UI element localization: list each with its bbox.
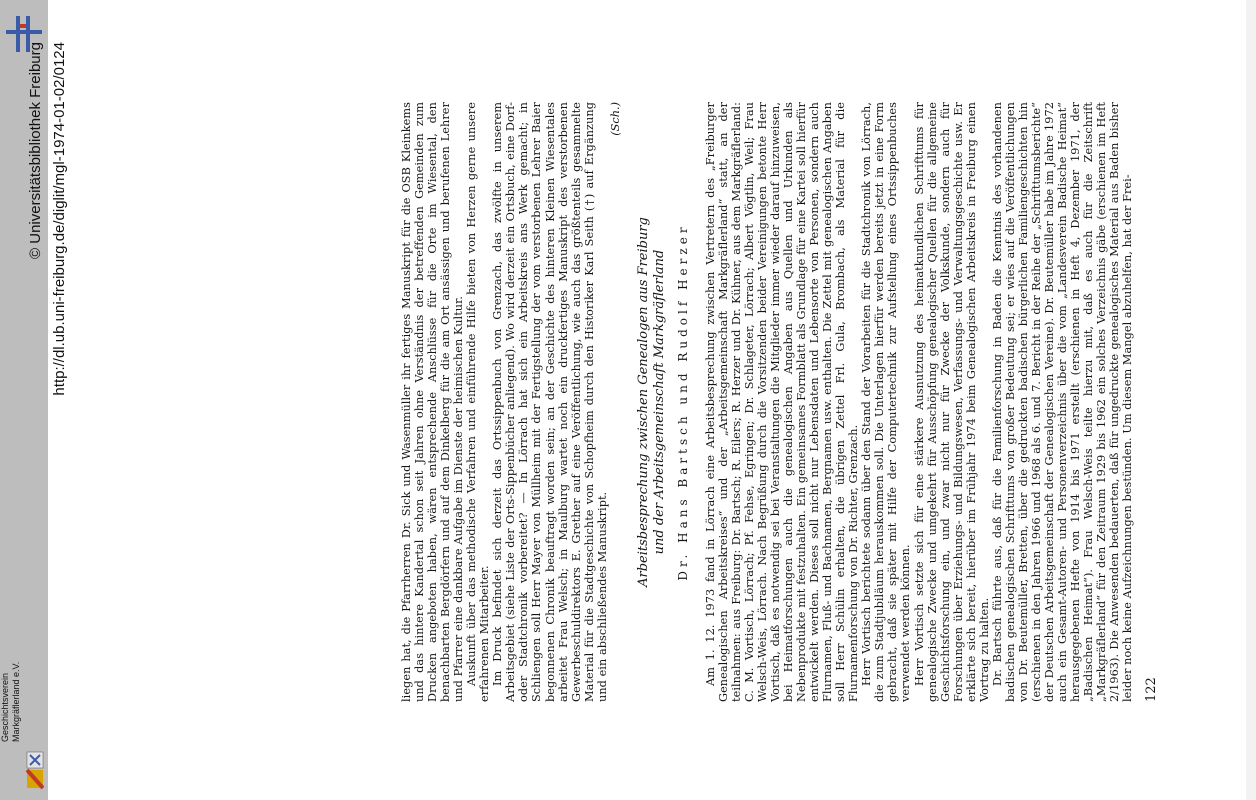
document-url[interactable]: http://dl.ub.uni-freiburg.de/diglit/mgl-1974-01-02/0124 (51, 42, 68, 396)
paragraph: Herr Vortisch berichtete sodann über den Stand der Vorarbeiten für die Stadtchronik von Lörrach, die zum Stadtjubiläum herauskommen soll. Die Unterlagen hierfür werden bereits jetzt in eine Form gebracht, daß sie später mit Hilfe der Computertechnik zur Aufstellung eines Ortssippenbuches verwendet werden können. (860, 102, 913, 702)
society-label: Geschichtsverein Markgräflerland e.V. (0, 661, 21, 742)
paragraph: liegen hat, die Pfarrherren Dr. Sick und Wasenmüller ihr fertiges Manuskript für die OSB Kleinkems und das hintere Kandertal schon seit Jahren ohne Verständnis der betreffenden Gemeinden zum Drucken angeboten haben, wären entsprechende Anschlüsse für die Orte im Wiesental, den benachbarten Bergdörfern und auf dem Dinkelberg für die am Ort ansässigen und berufenen Lehrer und Pfarrer eine dankbare Aufgabe im Dienste der heimischen Kultur. (400, 102, 466, 702)
page-content (400, 102, 1159, 702)
article-title-line: Arbeitsbesprechung zwischen Genealogen aus Freiburg (635, 217, 651, 587)
paragraph: Am 1. 12. 1973 fand in Lörrach eine Arbeitsbesprechung zwischen Vertretern des „Freiburger Genealogischen Arbeitskreises“ und der „Arbeitsgemeinschaft Markgräflerland“ statt, an der teilnahmen: aus Freiburg: Dr. Bartsch; R. Eilers; R. Herzer und Dr. Kühner, aus dem Markgräflerland: C. M. Vortisch, Lörrach; Pf. Fehse, Egringen; Dr. Schlageter, Lörrach; Albert Vögtlin, Weil; Frau Welsch-Weis, Lörrach. Nach Begrüßung durch die Vorsitzenden beider Vereinigungen betonte Herr Vortisch, daß es notwendig sei bei Veranstaltungen die Mitglieder immer wieder darauf hinzuweisen, bei Heimatforschungen auch die genealogischen Angaben aus Quellen und Urkunden als Nebenprodukte mit festzuhalten. Ein gemeinsames Formblatt als Grundlage für eine Kartei soll hierfür entwickelt werden. Dieses soll nicht nur Lebensdaten und Lebensorte von Personen, sondern auch Flurnamen, Fluß- und Bachnamen, Bergnamen usw. enthalten. Die Zettel mit genealogischen Angaben soll Herr Schülin erhalten, die übrigen Zettel Frl. Gula, Brombach, als Material für die Flurnamenforschung von Dr. Richter, Grenzach. (703, 102, 861, 702)
article-title-line: und der Arbeitsgemeinschaft Markgräflerland (651, 249, 667, 555)
paragraph: Dr. Bartsch führte aus, daß für die Familienforschung in Baden die Kenntnis des vorhandenen badischen genealogischen Schrifttums von großer Bedeutung sei; er wies auf die Veröffentlichungen von Dr. Beutemüller, Bretten, über die gedruckten badischen bürgerlichen Familiengeschichten hin (erschienen in den Jahren 1966 und 1968 als 6. und 7. Bericht in der Reihe der „Schrifttumsberichte“ der Deutschen Arbeitsgemeinschaft der Genealogischen Vereine). Dr. Beutemüller habe im Jahre 1972 auch ein Gesamt-Autoren- und Personenverzeichnis über die vom „Landesverein Badische Heimat“ herausgegebenen Hefte von 1914 bis 1971 erstellt (erschienen in Heft 4, Dezember 1971, der „Badischen Heimat“). Frau Welsch-Weis teilte hierzu mit, daß es auch für die Zeitschrift „Markgräflerland“ für den Zeitraum 1929 bis 1962 ein solches Verzeichnis gäbe (erschienen im Heft 2/1963). Die Anwesenden bedauerten, daß für ungedruckte genealogisches Material aus Baden bisher leider noch keine Aufzeichnungen bestünden. Um diesem Mangel abzuhelfen, hat der Frei- (990, 102, 1135, 702)
author-signature: (Sch.) (608, 102, 622, 136)
page-number: 122 (1144, 677, 1160, 702)
viewer-right-edge (1246, 0, 1256, 800)
paragraph: Im Druck befindet sich derzeit das Ortssippenbuch von Grenzach, das zwölfte in unserem Arbeitsgebiet (siehe Liste der Orts-Sippenbücher anliegend). Wo wird derzeit ein Ortsbuch, eine Dorf- oder Stadtchronik vorbereitet? — In Lörrach hat sich ein Arbeitskreis ans Werk gemacht; in Schliengen soll Herr Mayer von Müllheim mit der Fertigstellung der vom verstorbenen Lehrer Baier begonnenen Chronik beauftragt worden sein; an der Geschichte des hinteren Kleinen Wiesentales arbeitet Frau Welsch; in Maulburg wartet noch ein druckfertiges Manuskript des verstorbenen Gewerbeschuldirektors E. Grether auf eine Veröffentlichung, wie auch das größtenteils gesammelte Material für die Stadtgeschichte von Schopfheim durch den Historiker Karl Seith (†) auf Ergänzung und ein abschließendes Manuskript. (491, 102, 609, 702)
document-page (200, 0, 1160, 800)
article-authors: Dr. Hans Bartsch und Rudolf Herzer (675, 223, 690, 581)
copyright-notice: © Universitätsbibliothek Freiburg (27, 42, 44, 259)
coat-of-arms-icon (26, 750, 44, 790)
paragraph: Auskunft über das methodische Verfahren und einführende Hilfe bieten von Herzen gerne unsere erfahrenen Mitarbeiter. (465, 102, 492, 702)
paragraph: Herr Vortisch setzte sich für eine stärkere Ausnutzung des heimatkundlichen Schrifttums für genealogische Zwecke und umgekehrt für Ausschöpfung genealogischer Quellen für die allgemeine Geschichtsforschung ein, und zwar nicht nur für Zwecke der Volkskunde, sondern auch für Forschungen über Erziehungs- und Bildungswesen, Verfassungs- und Verwaltungsgeschichte usw. Er erklärte sich bereit, hierüber im Frühjahr 1974 beim Genealogischen Arbeitskreis in Freiburg einen Vortrag zu halten. (912, 102, 991, 702)
article-title (636, 102, 668, 702)
